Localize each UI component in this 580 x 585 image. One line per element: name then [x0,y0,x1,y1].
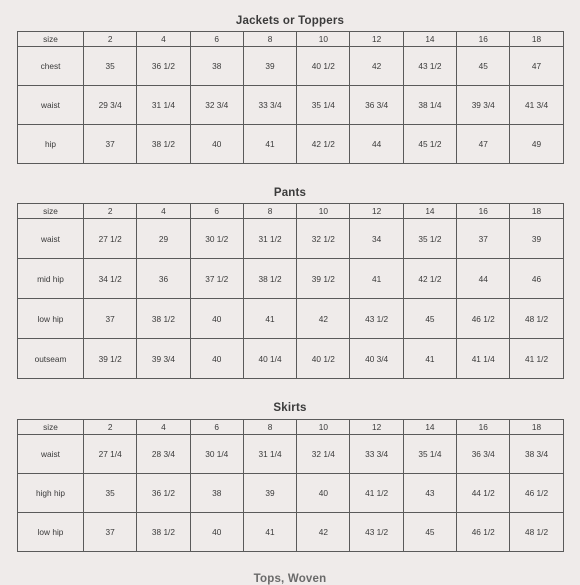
measurement-value: 48 1/2 [510,513,563,552]
measurement-value: 48 1/2 [510,299,563,339]
table-row [18,219,564,259]
measurement-value: 45 [403,299,456,339]
measurement-value: 37 [84,299,137,339]
size-header-cell: size [18,204,84,219]
measurement-value: 31 1/4 [137,86,190,125]
next-section-title: Tops, Woven [253,573,327,585]
measurement-value: 40 [190,513,243,552]
measurement-value: 47 [510,47,563,86]
pants-size-table [17,203,564,379]
measurement-value: 38 [190,474,243,513]
measurement-value: 38 3/4 [510,435,563,474]
header-row [18,32,564,47]
measurement-value: 28 3/4 [137,435,190,474]
size-header-cell: size [18,420,84,435]
measurement-value: 40 [190,299,243,339]
measurement-value: 47 [457,125,510,164]
table-row [18,47,564,86]
measurement-value: 40 1/2 [297,339,350,379]
measurement-value: 35 [84,47,137,86]
size-column-header: 8 [243,32,296,47]
measurement-value: 27 1/2 [84,219,137,259]
size-column-header: 2 [84,420,137,435]
pants-section-title: Pants [273,187,307,199]
measurement-value: 35 [84,474,137,513]
measurement-value: 34 [350,219,403,259]
size-column-header: 10 [297,420,350,435]
measurement-value: 32 1/2 [297,219,350,259]
size-column-header: 16 [457,32,510,47]
measurement-value: 38 1/2 [137,513,190,552]
measurement-value: 35 1/2 [403,219,456,259]
size-column-header: 10 [297,32,350,47]
size-column-header: 18 [510,204,563,219]
measurement-value: 37 [84,513,137,552]
measurement-value: 41 [243,299,296,339]
measurement-value: 43 1/2 [350,299,403,339]
measurement-value: 35 1/4 [297,86,350,125]
measurement-value: 42 1/2 [403,259,456,299]
measurement-value: 30 1/4 [190,435,243,474]
measurement-value: 42 1/2 [297,125,350,164]
size-column-header: 14 [403,204,456,219]
measurement-value: 38 [190,47,243,86]
size-column-header: 4 [137,420,190,435]
measurement-value: 33 3/4 [350,435,403,474]
jackets-size-table [17,31,564,164]
measurement-value: 43 [403,474,456,513]
measurement-value: 46 [510,259,563,299]
measurement-label: low hip [18,299,84,339]
measurement-value: 34 1/2 [84,259,137,299]
measurement-label: outseam [18,339,84,379]
table-row [18,435,564,474]
size-column-header: 12 [350,204,403,219]
measurement-value: 41 [403,339,456,379]
measurement-value: 39 3/4 [457,86,510,125]
measurement-value: 33 3/4 [243,86,296,125]
size-header-cell: size [18,32,84,47]
size-column-header: 8 [243,420,296,435]
measurement-label: low hip [18,513,84,552]
table-row [18,86,564,125]
measurement-value: 40 [190,125,243,164]
measurement-value: 29 [137,219,190,259]
measurement-value: 41 3/4 [510,86,563,125]
measurement-value: 42 [297,513,350,552]
measurement-value: 38 1/2 [137,299,190,339]
measurement-value: 41 [350,259,403,299]
measurement-value: 36 1/2 [137,474,190,513]
jackets-section-title: Jackets or Toppers [235,15,345,27]
measurement-value: 45 [403,513,456,552]
size-column-header: 8 [243,204,296,219]
measurement-value: 38 1/2 [137,125,190,164]
size-column-header: 14 [403,32,456,47]
table-row [18,339,564,379]
measurement-value: 46 1/2 [510,474,563,513]
measurement-value: 39 3/4 [137,339,190,379]
size-column-header: 4 [137,32,190,47]
header-row [18,420,564,435]
measurement-value: 38 1/4 [403,86,456,125]
measurement-value: 29 3/4 [84,86,137,125]
measurement-value: 44 1/2 [457,474,510,513]
size-column-header: 18 [510,32,563,47]
size-column-header: 6 [190,204,243,219]
size-column-header: 12 [350,420,403,435]
measurement-value: 41 [243,125,296,164]
table-row [18,474,564,513]
size-column-header: 16 [457,204,510,219]
measurement-value: 45 [457,47,510,86]
measurement-label: waist [18,219,84,259]
measurement-value: 36 1/2 [137,47,190,86]
measurement-value: 46 1/2 [457,299,510,339]
size-column-header: 6 [190,420,243,435]
measurement-value: 36 3/4 [457,435,510,474]
header-row [18,204,564,219]
measurement-value: 27 1/4 [84,435,137,474]
table-row [18,299,564,339]
measurement-value: 40 1/4 [243,339,296,379]
size-column-header: 10 [297,204,350,219]
size-column-header: 16 [457,420,510,435]
measurement-label: waist [18,435,84,474]
size-column-header: 12 [350,32,403,47]
table-row [18,125,564,164]
measurement-label: waist [18,86,84,125]
measurement-value: 39 [243,474,296,513]
measurement-value: 38 1/2 [243,259,296,299]
measurement-value: 45 1/2 [403,125,456,164]
measurement-label: mid hip [18,259,84,299]
measurement-value: 36 3/4 [350,86,403,125]
measurement-value: 37 [84,125,137,164]
measurement-value: 44 [350,125,403,164]
measurement-value: 39 [243,47,296,86]
measurement-value: 37 1/2 [190,259,243,299]
size-column-header: 18 [510,420,563,435]
measurement-value: 40 [297,474,350,513]
measurement-value: 42 [297,299,350,339]
measurement-value: 32 1/4 [297,435,350,474]
size-column-header: 6 [190,32,243,47]
measurement-value: 43 1/2 [350,513,403,552]
measurement-value: 41 1/4 [457,339,510,379]
measurement-value: 41 1/2 [510,339,563,379]
measurement-value: 40 1/2 [297,47,350,86]
skirts-section-title: Skirts [273,402,307,414]
size-column-header: 2 [84,204,137,219]
size-column-header: 4 [137,204,190,219]
measurement-value: 41 1/2 [350,474,403,513]
measurement-value: 31 1/4 [243,435,296,474]
skirts-size-table [17,419,564,552]
measurement-value: 30 1/2 [190,219,243,259]
measurement-value: 40 3/4 [350,339,403,379]
measurement-value: 40 [190,339,243,379]
measurement-value: 39 [510,219,563,259]
measurement-label: hip [18,125,84,164]
measurement-value: 43 1/2 [403,47,456,86]
measurement-value: 39 1/2 [297,259,350,299]
measurement-value: 39 1/2 [84,339,137,379]
measurement-value: 46 1/2 [457,513,510,552]
table-row [18,513,564,552]
measurement-value: 36 [137,259,190,299]
measurement-value: 41 [243,513,296,552]
size-column-header: 2 [84,32,137,47]
size-column-header: 14 [403,420,456,435]
measurement-value: 49 [510,125,563,164]
measurement-value: 35 1/4 [403,435,456,474]
measurement-label: high hip [18,474,84,513]
table-row [18,259,564,299]
measurement-label: chest [18,47,84,86]
measurement-value: 31 1/2 [243,219,296,259]
measurement-value: 44 [457,259,510,299]
measurement-value: 32 3/4 [190,86,243,125]
measurement-value: 42 [350,47,403,86]
measurement-value: 37 [457,219,510,259]
